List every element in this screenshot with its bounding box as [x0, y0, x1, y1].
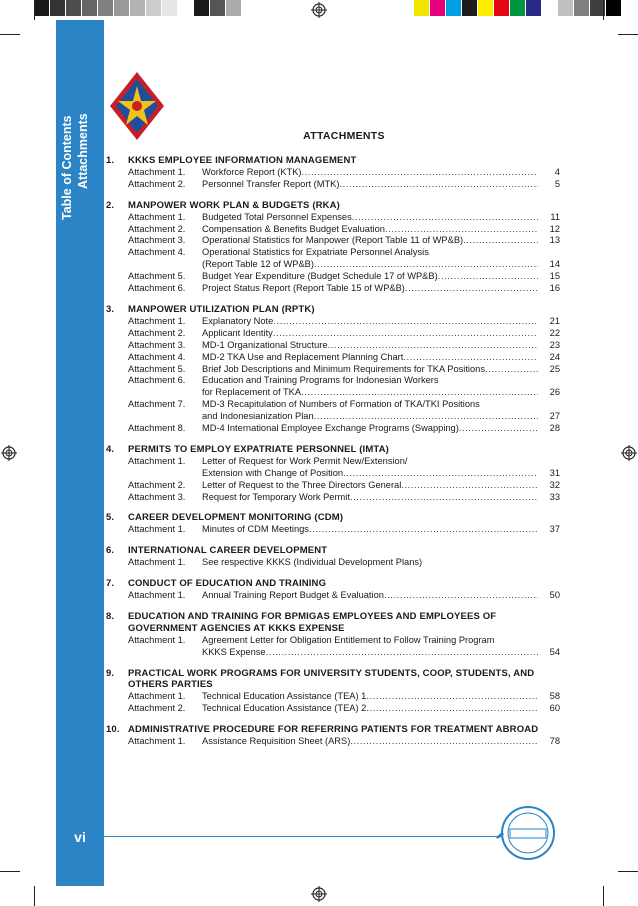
- attachment-description: [202, 364, 538, 376]
- attachment-title: Operational Statistics for Expatriate Personnel Analysis: [202, 247, 429, 258]
- attachment-title: Assistance Requisition Sheet (ARS): [202, 736, 351, 747]
- color-swatch: [526, 0, 542, 16]
- section-number: 8.: [106, 610, 115, 622]
- attachment-page-number: 33: [549, 491, 560, 502]
- attachment-label-spacer: [128, 468, 202, 480]
- attachment-label: Attachment 3.: [128, 339, 186, 350]
- attachment-page-number: 4: [554, 166, 560, 177]
- attachment-description: [202, 235, 538, 247]
- attachment-entry[interactable]: [106, 364, 560, 376]
- gray-swatch: [210, 0, 226, 16]
- crop-mark: [603, 886, 604, 906]
- leader-dots: [459, 423, 538, 435]
- attachment-page-number: 60: [549, 703, 560, 714]
- attachment-title: Budget Year Expenditure (Budget Schedule 17 of WP&B): [202, 271, 438, 282]
- side-tab-title: Table of Contents: [60, 115, 74, 220]
- attachment-title: Annual Training Report Budget & Evaluation: [202, 590, 384, 600]
- leader-dots: [309, 524, 538, 536]
- attachment-title: MD-1 Organizational Structure: [202, 339, 328, 350]
- attachment-entry[interactable]: [106, 736, 560, 748]
- attachment-label: Attachment 6.: [128, 283, 186, 294]
- crop-mark: [34, 0, 35, 20]
- attachment-page-number: 54: [549, 646, 560, 657]
- attachment-description: [202, 283, 538, 295]
- attachment-description: [202, 352, 538, 364]
- attachment-entry[interactable]: [106, 247, 560, 259]
- attachment-label: Attachment 1.: [128, 634, 186, 645]
- leader-dots: [384, 590, 538, 602]
- leader-dots: [343, 468, 538, 480]
- attachment-description: [202, 691, 538, 703]
- attachment-label: Attachment 1.: [128, 455, 186, 466]
- attachment-entry[interactable]: [106, 328, 560, 340]
- color-swatch: [542, 0, 558, 16]
- attachment-description: [202, 259, 538, 271]
- leader-dots: [328, 340, 538, 352]
- gray-swatch: [146, 0, 162, 16]
- gray-swatch: [82, 0, 98, 16]
- attachment-title: Agreement Letter for Obligation Entitlement to Follow Training Program: [202, 634, 495, 645]
- attachment-page-number: 24: [549, 351, 560, 362]
- attachment-title: Applicant Identity: [202, 327, 273, 338]
- attachment-description: [202, 167, 538, 179]
- leader-dots: [350, 736, 538, 748]
- page-number: vi: [74, 829, 86, 845]
- attachment-title: Budgeted Total Personnel Expenses: [202, 211, 352, 222]
- attachment-page-number: 5: [554, 178, 560, 189]
- attachment-title: Education and Training Programs for Indonesian Workers: [202, 375, 439, 386]
- attachments-list: [106, 155, 560, 757]
- section-heading: [106, 155, 560, 167]
- section-number: 10.: [106, 724, 120, 736]
- attachment-title: Letter of Request for Work Permit New/Extension/: [202, 455, 408, 466]
- toc-section: [106, 611, 560, 659]
- leader-dots: [302, 167, 538, 179]
- attachment-description: [202, 375, 538, 387]
- attachment-entry[interactable]: [106, 387, 560, 399]
- attachment-label: Attachment 1.: [128, 691, 186, 702]
- section-title: INTERNATIONAL CAREER DEVELOPMENT: [128, 545, 328, 557]
- section-heading: [106, 668, 560, 692]
- page-number-spacer: [538, 247, 560, 259]
- attachment-entry[interactable]: [106, 492, 560, 504]
- attachment-description: [202, 271, 538, 283]
- section-heading: [106, 724, 560, 736]
- attachment-entry[interactable]: [106, 524, 560, 536]
- gray-swatch: [98, 0, 114, 16]
- page-number-spacer: [538, 557, 560, 569]
- section-number: 4.: [106, 443, 115, 455]
- attachment-title: Minutes of CDM Meetings: [202, 524, 309, 535]
- leader-dots: [366, 691, 538, 703]
- attachment-entry[interactable]: [106, 352, 560, 364]
- attachment-entry[interactable]: [106, 283, 560, 295]
- gray-swatch: [178, 0, 194, 16]
- color-swatch: [430, 0, 446, 16]
- toc-section: [106, 724, 560, 748]
- section-heading: [106, 611, 560, 635]
- registration-mark-icon: [311, 886, 327, 902]
- color-swatch: [494, 0, 510, 16]
- attachment-label: Attachment 3.: [128, 491, 186, 502]
- footer-rule: [104, 836, 502, 837]
- crop-mark: [0, 871, 20, 872]
- color-swatch: [574, 0, 590, 16]
- attachment-entry[interactable]: [106, 691, 560, 703]
- attachment-page-number: 21: [549, 315, 560, 326]
- leader-dots: [352, 212, 538, 224]
- attachment-page-number: 11: [550, 211, 560, 222]
- registration-mark-icon: [311, 2, 327, 18]
- attachment-page-number: 32: [549, 479, 560, 490]
- attachment-title: Workforce Report (KTK): [202, 166, 302, 177]
- attachment-title: Explanatory Note: [202, 315, 274, 326]
- attachment-page-number: 25: [549, 363, 560, 374]
- attachment-title: Technical Education Assistance (TEA) 1: [202, 691, 367, 702]
- section-heading: [106, 444, 560, 456]
- leader-dots: [438, 271, 538, 283]
- color-swatch: [478, 0, 494, 16]
- attachment-label-spacer: [128, 647, 202, 659]
- attachment-entry[interactable]: [106, 635, 560, 647]
- gray-swatch: [34, 0, 50, 16]
- attachment-entry[interactable]: [106, 340, 560, 352]
- section-heading: [106, 545, 560, 557]
- attachment-title: Brief Job Descriptions and Minimum Requirements for TKA Positions: [202, 363, 485, 374]
- attachment-entry[interactable]: [106, 456, 560, 468]
- attachment-entry[interactable]: [106, 590, 560, 602]
- leader-dots: [350, 492, 538, 504]
- color-swatch: [446, 0, 462, 16]
- attachment-label: Attachment 1.: [128, 590, 186, 600]
- attachment-entry[interactable]: [106, 179, 560, 191]
- attachment-title: Extension with Change of Position: [202, 467, 344, 478]
- section-title: CONDUCT OF EDUCATION AND TRAINING: [128, 578, 327, 590]
- attachment-title: Letter of Request to the Three Directors General: [202, 479, 402, 490]
- attachment-label: Attachment 1.: [128, 557, 186, 568]
- attachment-description: [202, 340, 538, 352]
- attachment-description: [202, 492, 538, 504]
- attachment-description: [202, 387, 538, 399]
- leader-dots: [301, 387, 538, 399]
- attachment-label: Attachment 2.: [128, 223, 186, 234]
- registration-mark-icon: [621, 445, 637, 461]
- toc-section: [106, 200, 560, 295]
- attachment-page-number: 23: [549, 339, 560, 350]
- attachment-description: [202, 590, 538, 602]
- section-title: MANPOWER UTILIZATION PLAN (RPTK): [128, 303, 315, 315]
- gray-swatch: [130, 0, 146, 16]
- grayscale-calibration-strip: [34, 0, 242, 16]
- leader-dots: [339, 179, 538, 191]
- seal-stamp-icon: [492, 800, 558, 866]
- attachment-title: Compensation & Benefits Budget Evaluation: [202, 223, 385, 234]
- side-tab-subtitle: Attachments: [76, 113, 90, 189]
- attachment-description: [202, 316, 538, 328]
- section-title: KKKS EMPLOYEE INFORMATION MANAGEMENT: [128, 155, 357, 166]
- leader-dots: [463, 235, 538, 247]
- gray-swatch: [162, 0, 178, 16]
- gray-swatch: [194, 0, 210, 16]
- attachment-title: and Indonesianization Plan: [202, 411, 314, 422]
- page-number-spacer: [538, 399, 560, 411]
- attachment-label: Attachment 1.: [128, 211, 186, 222]
- leader-dots: [401, 480, 538, 492]
- page-number-spacer: [538, 635, 560, 647]
- section-number: 9.: [106, 667, 115, 679]
- attachment-page-number: 14: [549, 259, 560, 270]
- toc-section: [106, 155, 560, 191]
- section-number: 5.: [106, 512, 115, 524]
- attachment-label-spacer: [128, 387, 202, 399]
- attachment-title: for Replacement of TKA: [202, 387, 302, 398]
- attachment-label: Attachment 3.: [128, 235, 186, 246]
- attachment-title: (Report Table 12 of WP&B): [202, 259, 314, 270]
- attachment-page-number: 15: [549, 271, 560, 282]
- section-title: MANPOWER WORK PLAN & BUDGETS (RKA): [128, 199, 340, 211]
- attachment-entry[interactable]: [106, 316, 560, 328]
- attachment-entry[interactable]: [106, 423, 560, 435]
- section-number: 7.: [106, 578, 115, 590]
- attachment-label: Attachment 1.: [128, 736, 186, 747]
- attachment-description: [202, 411, 538, 423]
- gray-swatch: [226, 0, 242, 16]
- attachment-entry[interactable]: [106, 468, 560, 480]
- attachment-label: Attachment 4.: [128, 247, 186, 258]
- toc-section: [106, 578, 560, 602]
- attachment-entry[interactable]: [106, 647, 560, 659]
- attachment-description: [202, 328, 538, 340]
- gray-swatch: [114, 0, 130, 16]
- attachment-page-number: 31: [549, 467, 560, 478]
- toc-section: [106, 545, 560, 569]
- leader-dots: [273, 316, 538, 328]
- section-heading: [106, 512, 560, 524]
- attachment-description: [202, 247, 538, 259]
- attachment-entry[interactable]: [106, 703, 560, 715]
- attachment-description: [202, 647, 538, 659]
- attachment-entry[interactable]: [106, 480, 560, 492]
- attachment-entry[interactable]: [106, 271, 560, 283]
- attachment-description: [202, 736, 538, 748]
- section-title: ADMINISTRATIVE PROCEDURE FOR REFERRING PATIENTS FOR TREATMENT ABROAD: [128, 724, 539, 736]
- crop-mark: [618, 34, 638, 35]
- attachment-title: MD-2 TKA Use and Replacement Planning Chart: [202, 351, 404, 362]
- attachment-page-number: 16: [549, 283, 560, 294]
- attachment-page-number: 12: [549, 223, 560, 234]
- attachment-page-number: 28: [549, 423, 560, 434]
- attachment-entry[interactable]: [106, 259, 560, 271]
- section-title: CAREER DEVELOPMENT MONITORING (CDM): [128, 512, 344, 524]
- attachment-label-spacer: [128, 259, 202, 271]
- section-number: 6.: [106, 545, 115, 557]
- leader-dots: [405, 283, 538, 295]
- attachment-entry[interactable]: [106, 411, 560, 423]
- document-title: ATTACHMENTS: [303, 130, 385, 142]
- attachment-description: [202, 480, 538, 492]
- attachment-label: Attachment 2.: [128, 479, 186, 490]
- attachment-page-number: 58: [549, 691, 560, 702]
- attachment-label: Attachment 4.: [128, 351, 186, 362]
- attachment-page-number: 13: [549, 235, 560, 246]
- attachment-page-number: 27: [549, 411, 560, 422]
- attachment-label-spacer: [128, 411, 202, 423]
- crop-mark: [618, 871, 638, 872]
- attachment-label: Attachment 2.: [128, 703, 186, 714]
- attachment-entry[interactable]: [106, 235, 560, 247]
- attachment-page-number: 50: [549, 590, 560, 600]
- crop-mark: [0, 34, 20, 35]
- attachment-page-number: 78: [549, 736, 560, 747]
- attachment-label: Attachment 8.: [128, 423, 186, 434]
- leader-dots: [266, 647, 538, 659]
- attachment-label: Attachment 1.: [128, 524, 186, 535]
- attachment-entry[interactable]: [106, 557, 560, 569]
- color-swatch: [558, 0, 574, 16]
- leader-dots: [314, 411, 538, 423]
- leader-dots: [385, 224, 538, 236]
- section-title: PERMITS TO EMPLOY EXPATRIATE PERSONNEL (IMTA): [128, 443, 389, 455]
- attachment-description: [202, 635, 538, 647]
- attachment-description: [202, 524, 538, 536]
- attachment-title: See respective KKKS (Individual Development Plans): [202, 557, 423, 568]
- page-number-spacer: [538, 375, 560, 387]
- attachment-title: MD-3 Recapitulation of Numbers of Formation of TKA/TKI Positions: [202, 399, 480, 410]
- attachment-title: Operational Statistics for Manpower (Report Table 11 of WP&B): [202, 235, 464, 246]
- section-heading: [106, 200, 560, 212]
- section-heading: [106, 304, 560, 316]
- attachment-entry[interactable]: [106, 375, 560, 387]
- toc-section: [106, 512, 560, 536]
- section-number: 2.: [106, 199, 115, 211]
- gray-swatch: [50, 0, 66, 16]
- crop-mark: [34, 886, 35, 906]
- attachment-entry[interactable]: [106, 224, 560, 236]
- attachment-label: Attachment 1.: [128, 315, 186, 326]
- attachment-description: [202, 399, 538, 411]
- attachment-title: KKKS Expense: [202, 646, 266, 657]
- leader-dots: [273, 328, 538, 340]
- attachment-page-number: 22: [549, 327, 560, 338]
- attachment-description: [202, 557, 538, 569]
- attachment-title: Personnel Transfer Report (MTK): [202, 178, 340, 189]
- attachment-page-number: 37: [549, 524, 560, 535]
- section-number: 1.: [106, 155, 115, 166]
- section-heading: [106, 578, 560, 590]
- toc-section: [106, 444, 560, 504]
- attachment-description: [202, 212, 538, 224]
- attachment-description: [202, 179, 538, 191]
- attachment-label: Attachment 2.: [128, 327, 186, 338]
- toc-section: [106, 304, 560, 435]
- attachment-description: [202, 456, 538, 468]
- attachment-label: Attachment 2.: [128, 178, 186, 189]
- attachment-label: Attachment 5.: [128, 271, 186, 282]
- leader-dots: [314, 259, 538, 271]
- attachment-entry[interactable]: [106, 167, 560, 179]
- leader-dots: [403, 352, 538, 364]
- attachment-title: Project Status Report (Report Table 15 of WP&B): [202, 283, 405, 294]
- attachment-label: Attachment 7.: [128, 399, 186, 410]
- section-title: EDUCATION AND TRAINING FOR BPMIGAS EMPLOYEES AND EMPLOYEES OF GOVERNMENT AGENCIES AT KKKS EXPENSE: [128, 610, 497, 634]
- leader-dots: [366, 703, 538, 715]
- page-number-spacer: [538, 456, 560, 468]
- attachment-page-number: 26: [549, 387, 560, 398]
- section-title: PRACTICAL WORK PROGRAMS FOR UNIVERSITY STUDENTS, COOP, STUDENTS, AND OTHERS PARTIES: [128, 667, 535, 691]
- attachment-label: Attachment 6.: [128, 375, 186, 386]
- attachment-description: [202, 703, 538, 715]
- attachment-description: [202, 224, 538, 236]
- attachment-title: MD-4 International Employee Exchange Programs (Swapping): [202, 423, 459, 434]
- attachment-title: Request for Temporary Work Permit: [202, 491, 350, 502]
- registration-mark-icon: [1, 445, 17, 461]
- section-number: 3.: [106, 303, 115, 315]
- color-swatch: [462, 0, 478, 16]
- toc-section: [106, 668, 560, 716]
- gray-swatch: [66, 0, 82, 16]
- attachment-entry[interactable]: [106, 399, 560, 411]
- attachment-label: Attachment 1.: [128, 166, 186, 177]
- crop-mark: [603, 0, 604, 20]
- attachment-description: [202, 468, 538, 480]
- leader-dots: [485, 364, 538, 376]
- attachment-title: Technical Education Assistance (TEA) 2: [202, 703, 367, 714]
- color-swatch: [414, 0, 430, 16]
- attachment-description: [202, 423, 538, 435]
- attachment-label: Attachment 5.: [128, 363, 186, 374]
- color-swatch: [606, 0, 622, 16]
- color-swatch: [510, 0, 526, 16]
- attachment-entry[interactable]: [106, 212, 560, 224]
- color-calibration-strip: [414, 0, 622, 16]
